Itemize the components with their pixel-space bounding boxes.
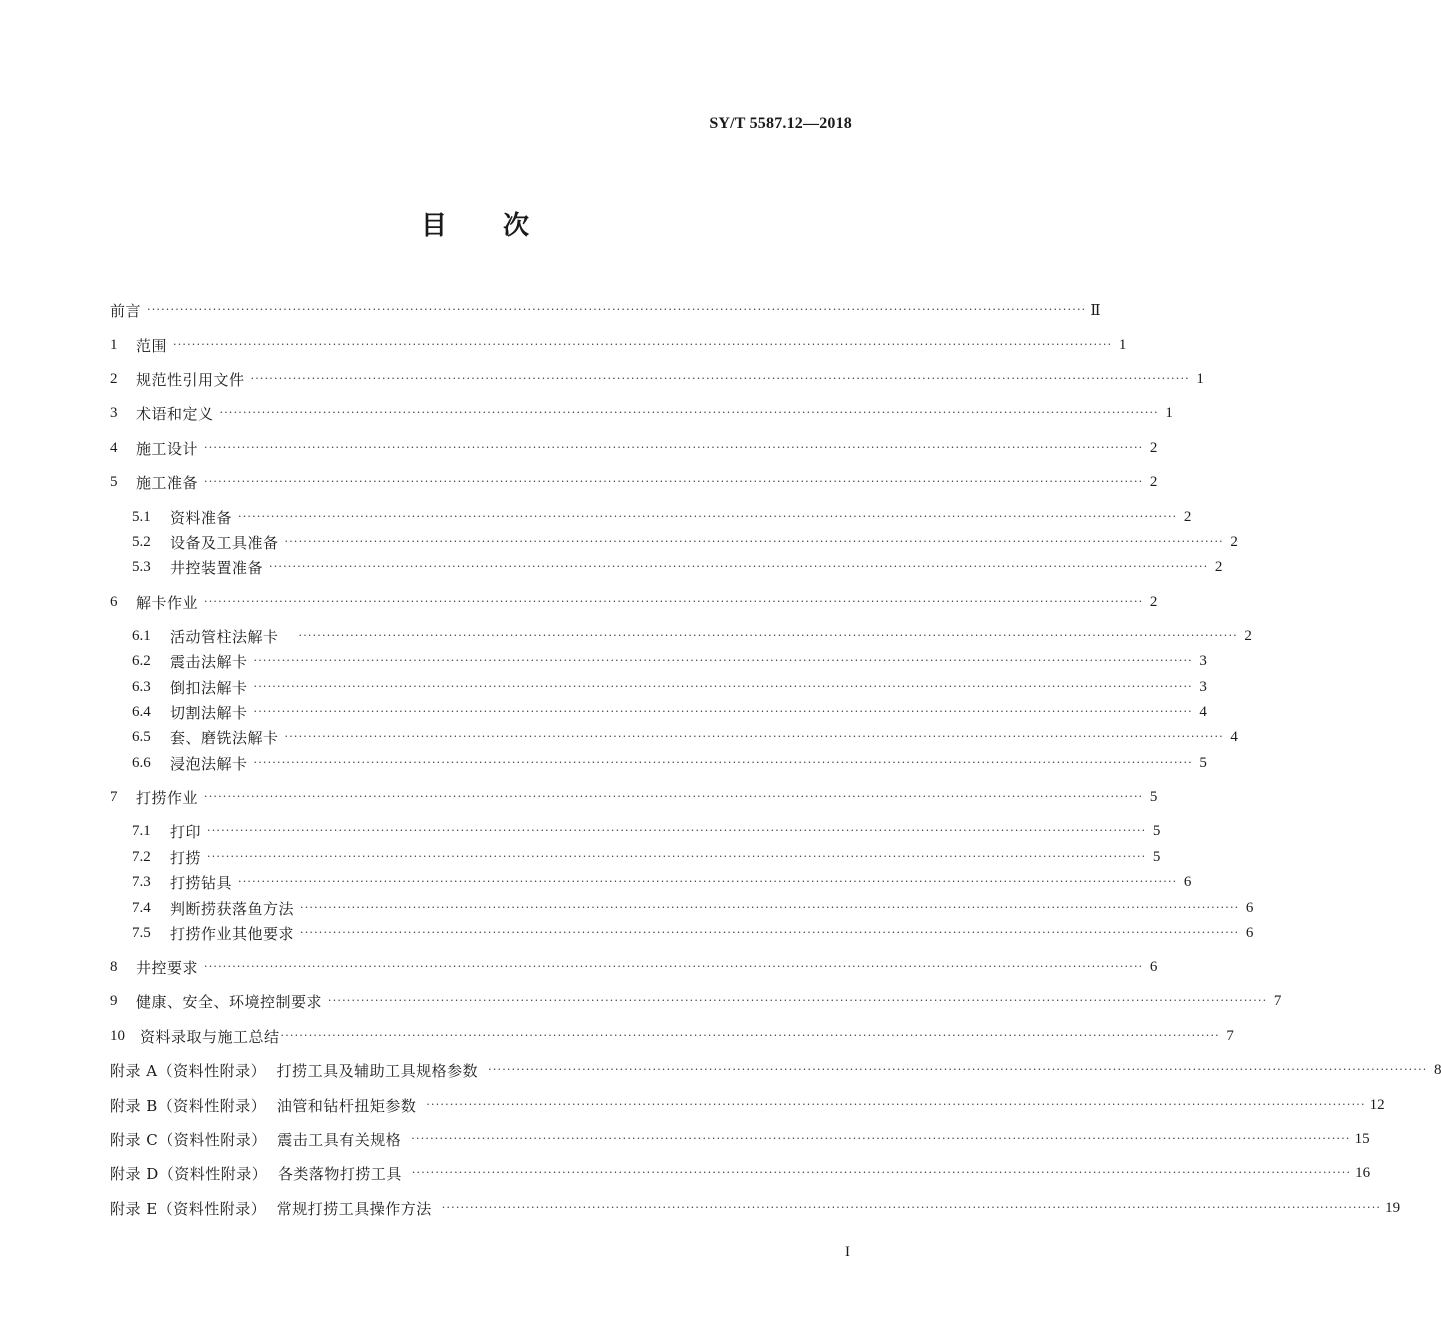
toc-entry-foreword[interactable] xyxy=(110,299,1101,321)
page-number: I xyxy=(845,1244,850,1260)
toc-entry-7-3[interactable] xyxy=(132,871,1192,893)
toc-entry-page: 2 xyxy=(1183,508,1192,525)
toc-leader-dots: ········································································································································································································ xyxy=(411,1132,1351,1145)
toc-entry-number: 3 xyxy=(110,404,118,421)
toc-entry-page: 5 xyxy=(1152,848,1161,865)
toc-entry-label: 前言 xyxy=(110,301,142,320)
toc-entry-page: 5 xyxy=(1149,788,1158,805)
toc-entry-page: 8 xyxy=(1433,1061,1441,1078)
toc-entry-page: 2 xyxy=(1149,473,1158,490)
toc-entry-label: 打捞作业其他要求 xyxy=(170,924,295,943)
toc-entry-7-2[interactable] xyxy=(132,846,1161,868)
toc-leader-dots: ········································································································································································································ xyxy=(253,705,1193,718)
toc-entry-6-1[interactable] xyxy=(132,625,1252,647)
page-title-part-2: 次 xyxy=(503,211,530,241)
toc-entry-page: 1 xyxy=(1165,404,1173,421)
toc-entry-appendix-d[interactable] xyxy=(110,1162,1371,1184)
toc-entry-number: 5 xyxy=(110,473,118,490)
toc-entry-6-2[interactable] xyxy=(132,650,1207,672)
toc-entry-label: 切割法解卡 xyxy=(170,703,248,722)
toc-entry-number: 7 xyxy=(110,788,118,805)
toc-entry-page: 16 xyxy=(1355,1164,1371,1181)
toc-leader-dots: ········································································································································································································ xyxy=(441,1201,1382,1214)
toc-entry-page: 4 xyxy=(1199,703,1207,720)
toc-entry-page: 19 xyxy=(1385,1199,1401,1216)
toc-entry-page: 15 xyxy=(1354,1130,1370,1147)
page-title xyxy=(0,205,950,242)
toc-leader-dots: ········································································································································································································ xyxy=(250,372,1190,385)
toc-entry-6-5[interactable] xyxy=(132,726,1238,748)
toc-entry-number: 5.2 xyxy=(132,533,151,550)
toc-entry-number: 6.2 xyxy=(132,652,151,669)
toc-leader-dots: ········································································································································································································ xyxy=(284,535,1224,548)
toc-leader-dots: ········································································································································································································ xyxy=(204,595,1144,608)
toc-entry-label: 打印 xyxy=(170,822,202,841)
page-title-part-1: 目 xyxy=(420,211,447,241)
toc-entry-appendix-c[interactable] xyxy=(110,1128,1370,1150)
toc-entry-10[interactable] xyxy=(110,1025,1234,1047)
toc-entry-page: 2 xyxy=(1230,533,1238,550)
toc-entry-number: 6.1 xyxy=(132,627,151,644)
toc-entry-label: 倒扣法解卡 xyxy=(170,678,248,697)
toc-entry-page: 3 xyxy=(1199,678,1207,695)
toc-entry-label: 震击法解卡 xyxy=(170,652,248,671)
toc-entry-number: 6 xyxy=(110,593,118,610)
toc-entry-5-1[interactable] xyxy=(132,506,1192,528)
toc-leader-dots: ········································································································································································································ xyxy=(238,510,1178,523)
toc-entry-label: 附录 B（资料性附录） 油管和钻杆扭矩参数 xyxy=(110,1096,417,1115)
toc-entry-5[interactable] xyxy=(110,471,1158,493)
toc-entry-number: 7.4 xyxy=(132,899,151,916)
toc-leader-dots: ········································································································································································································ xyxy=(204,960,1144,973)
toc-entry-number: 5.1 xyxy=(132,508,151,525)
toc-entry-label: 术语和定义 xyxy=(136,404,214,423)
toc-entry-label: 施工设计 xyxy=(136,439,199,458)
toc-leader-dots: ········································································································································································································ xyxy=(253,680,1193,693)
toc-entry-7-1[interactable] xyxy=(132,820,1161,842)
toc-entry-page: 6 xyxy=(1245,899,1254,916)
toc-entry-page: 2 xyxy=(1149,593,1158,610)
toc-leader-dots: ········································································································································································································ xyxy=(207,824,1147,837)
toc-entry-number: 10 xyxy=(110,1027,125,1044)
toc-entry-page: 1 xyxy=(1196,370,1204,387)
toc-entry-label: 打捞作业 xyxy=(136,788,199,807)
toc-entry-page: Ⅱ xyxy=(1090,302,1101,319)
toc-entry-label: 施工准备 xyxy=(136,473,199,492)
toc-entry-label: 浸泡法解卡 xyxy=(170,754,248,773)
toc-leader-dots: ········································································································································································································ xyxy=(488,1063,1428,1076)
toc-leader-dots: ········································································································································································································ xyxy=(204,790,1144,803)
toc-entry-6-6[interactable] xyxy=(132,752,1207,774)
toc-entry-appendix-a[interactable] xyxy=(110,1059,1441,1081)
toc-entry-page: 1 xyxy=(1118,336,1127,353)
toc-entry-number: 6.4 xyxy=(132,703,151,720)
toc-entry-page: 7 xyxy=(1226,1027,1234,1044)
toc-entry-4[interactable] xyxy=(110,437,1158,459)
toc-leader-dots: ········································································································································································································ xyxy=(219,406,1159,419)
toc-leader-dots: ········································································································································································································ xyxy=(298,629,1238,642)
toc-entry-label: 附录 A（资料性附录） 打捞工具及辅助工具规格参数 xyxy=(110,1061,479,1080)
toc-entry-page: 2 xyxy=(1149,439,1158,456)
toc-entry-page: 5 xyxy=(1199,754,1207,771)
toc-entry-number: 9 xyxy=(110,992,118,1009)
toc-entry-label: 判断捞获落鱼方法 xyxy=(170,899,295,918)
toc-leader-dots: ········································································································································································································ xyxy=(173,338,1113,351)
toc-leader-dots: ········································································································································································································ xyxy=(147,303,1087,316)
toc-entry-6[interactable] xyxy=(110,591,1158,613)
toc-entry-3[interactable] xyxy=(110,402,1173,424)
toc-entry-page: 2 xyxy=(1244,627,1252,644)
toc-entry-5-2[interactable] xyxy=(132,531,1238,553)
toc-entry-label: 解卡作业 xyxy=(136,593,199,612)
toc-entry-6-3[interactable] xyxy=(132,676,1207,698)
toc-entry-label: 设备及工具准备 xyxy=(170,533,279,552)
toc-entry-label: 范围 xyxy=(136,336,168,355)
toc-entry-page: 3 xyxy=(1199,652,1207,669)
toc-entry-number: 6.6 xyxy=(132,754,151,771)
toc-leader-dots: ········································································································································································································ xyxy=(238,875,1178,888)
toc-entry-page: 7 xyxy=(1273,992,1282,1009)
toc-entry-page: 6 xyxy=(1149,958,1158,975)
toc-entry-2[interactable] xyxy=(110,368,1204,390)
toc-entry-number: 7.5 xyxy=(132,924,151,941)
toc-leader-dots: ········································································································································································································ xyxy=(300,901,1240,914)
toc-entry-number: 6.3 xyxy=(132,678,151,695)
toc-entry-label: 打捞 xyxy=(170,848,202,867)
toc-entry-5-3[interactable] xyxy=(132,556,1223,578)
toc-entry-label: 附录 E（资料性附录） 常规打捞工具操作方法 xyxy=(110,1199,432,1218)
toc-leader-dots: ········································································································································································································ xyxy=(280,1029,1220,1042)
toc-leader-dots: ········································································································································································································ xyxy=(204,441,1144,454)
toc-entry-page: 6 xyxy=(1245,924,1254,941)
toc-entry-7-4[interactable] xyxy=(132,897,1254,919)
toc-entry-number: 1 xyxy=(110,336,118,353)
toc-entry-page: 12 xyxy=(1369,1096,1385,1113)
toc-entry-number: 6.5 xyxy=(132,728,151,745)
toc-entry-7[interactable] xyxy=(110,786,1158,808)
toc-leader-dots: ········································································································································································································ xyxy=(253,756,1193,769)
toc-entry-9[interactable] xyxy=(110,990,1282,1012)
toc-entry-label: 资料录取与施工总结 xyxy=(140,1027,280,1046)
toc-entry-number: 4 xyxy=(110,439,118,456)
toc-entry-page: 6 xyxy=(1183,873,1192,890)
standard-number: SY/T 5587.12—2018 xyxy=(709,115,852,132)
toc-entry-label: 附录 D（资料性附录） 各类落物打捞工具 xyxy=(110,1164,402,1183)
toc-leader-dots: ········································································································································································································ xyxy=(328,994,1268,1007)
toc-entry-1[interactable] xyxy=(110,334,1127,356)
toc-leader-dots: ········································································································································································································ xyxy=(426,1098,1366,1111)
toc-entry-number: 7.1 xyxy=(132,822,151,839)
toc-entry-label: 资料准备 xyxy=(170,508,233,527)
toc-leader-dots: ········································································································································································································ xyxy=(204,475,1144,488)
toc-entry-page: 4 xyxy=(1230,728,1238,745)
toc-entry-label: 规范性引用文件 xyxy=(136,370,245,389)
toc-entry-page: 2 xyxy=(1214,558,1223,575)
toc-entry-label: 健康、安全、环境控制要求 xyxy=(136,992,323,1011)
toc-entry-label: 井控装置准备 xyxy=(170,558,264,577)
toc-entry-label: 套、磨铣法解卡 xyxy=(170,728,279,747)
toc-entry-7-5[interactable] xyxy=(132,922,1254,944)
toc-entry-6-4[interactable] xyxy=(132,701,1207,723)
toc-entry-number: 5.3 xyxy=(132,558,151,575)
toc-leader-dots: ········································································································································································································ xyxy=(207,850,1147,863)
toc-entry-number: 8 xyxy=(110,958,118,975)
toc-leader-dots: ········································································································································································································ xyxy=(269,560,1209,573)
toc-leader-dots: ········································································································································································································ xyxy=(253,654,1193,667)
toc-leader-dots: ········································································································································································································ xyxy=(300,926,1240,939)
toc-entry-label: 井控要求 xyxy=(136,958,199,977)
toc-entry-appendix-b[interactable] xyxy=(110,1094,1385,1116)
toc-leader-dots: ········································································································································································································ xyxy=(284,730,1224,743)
toc-entry-page: 5 xyxy=(1152,822,1161,839)
toc-entry-8[interactable] xyxy=(110,956,1158,978)
toc-leader-dots: ········································································································································································································ xyxy=(411,1166,1352,1179)
toc-entry-label: 打捞钻具 xyxy=(170,873,233,892)
toc-entry-appendix-e[interactable] xyxy=(110,1197,1401,1219)
toc-entry-number: 2 xyxy=(110,370,118,387)
toc-entry-number: 7.2 xyxy=(132,848,151,865)
toc-entry-label: 附录 C（资料性附录） 震击工具有关规格 xyxy=(110,1130,402,1149)
toc-entry-number: 7.3 xyxy=(132,873,151,890)
toc-entry-label: 活动管柱法解卡 xyxy=(170,627,279,646)
